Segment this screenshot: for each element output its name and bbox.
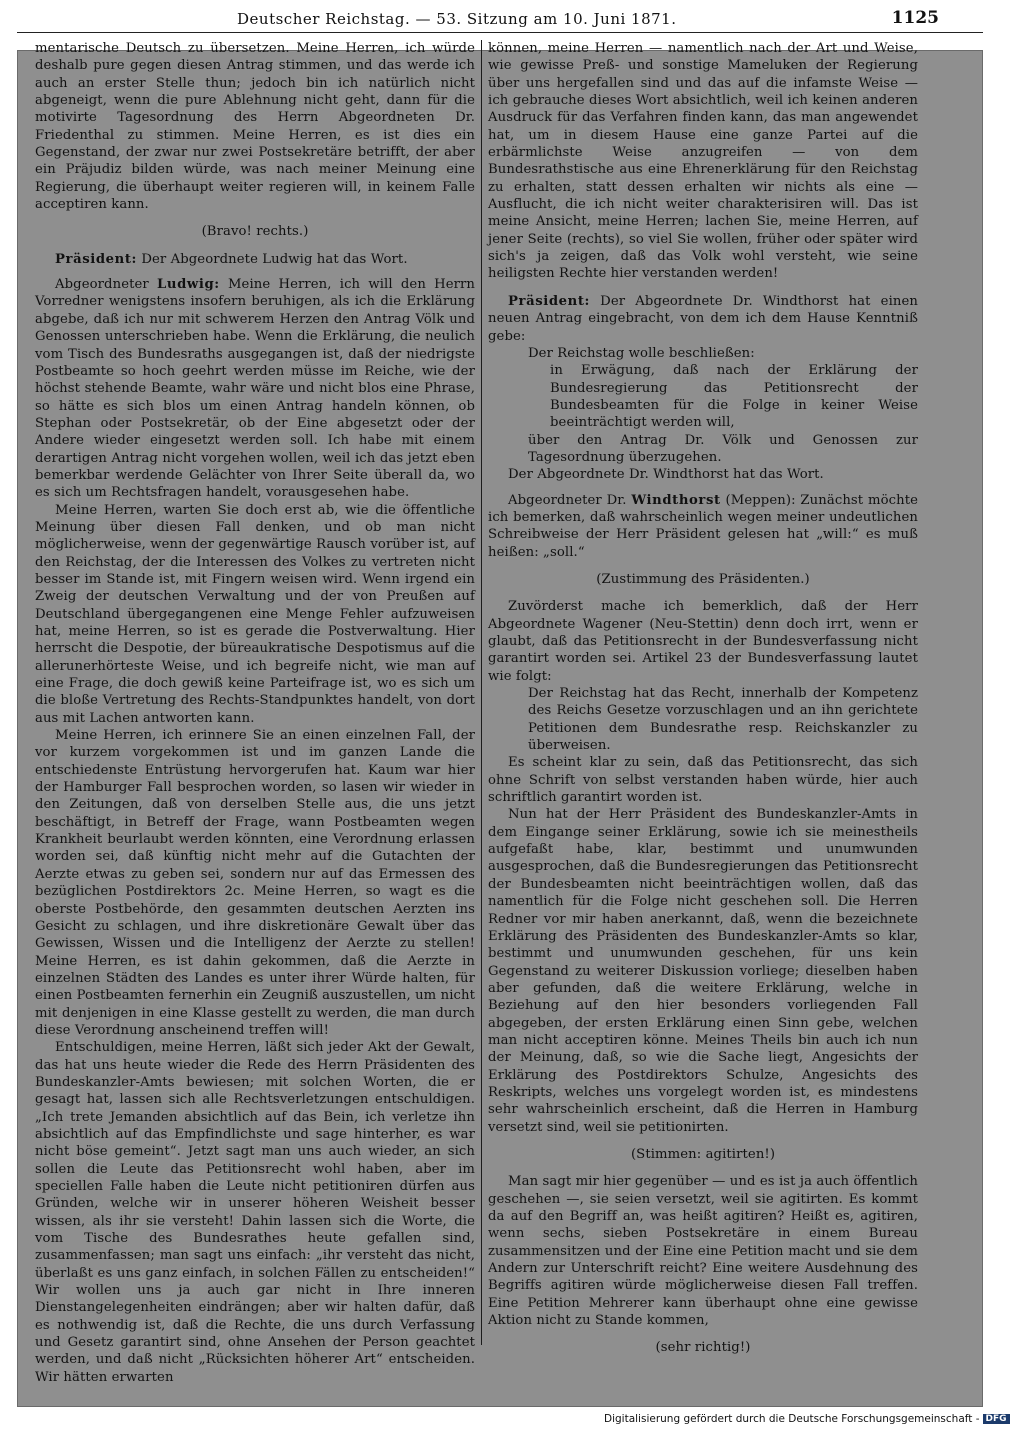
paragraph: Man sagt mir hier gegenüber — und es ist ja auch öffentlich geschehen —, sie seien versetzt, weil sie agitirten. Es kommt da auf den Begriff an, was heißt agitiren? Heißt es, agitiren, wenn sechs, sieben Postsekretäre in einem Bureau zusammensitzen und der Eine eine Petition macht und sie dem Andern zur Unterschrift reicht? Eine weitere Ausdehnung des Begriffs agitiren würde möglicherweise diesen Fall treffen. Eine Petition Mehrerer kann überhaupt ohne eine gewisse Aktion nicht zu Stande kommen, xyxy=(488,1174,918,1329)
page-header xyxy=(17,8,983,30)
paragraph: Es scheint klar zu sein, daß das Petitionsrecht, das sich ohne Schrift von selbst verstanden haben würde, hier auch schriftlich garantirt worden ist. xyxy=(488,755,918,806)
dfg-logo: DFG xyxy=(983,1414,1010,1424)
quoted-motion: in Erwägung, daß nach der Erklärung der Bundesregierung das Petitionsrecht der Bundesbeamten für die Folge in keiner Weise beeinträchtigt werden will, xyxy=(550,363,918,431)
speaker-prefix: Abgeordneter Dr. xyxy=(508,492,627,508)
quoted-motion: Der Reichstag wolle beschließen: xyxy=(528,345,755,361)
speaker-prefix: Abgeordneter xyxy=(55,277,149,293)
speech-text: Der Abgeordnete Ludwig hat das Wort. xyxy=(141,251,408,267)
speaker-name: Windthorst xyxy=(631,492,721,508)
interjection: (sehr richtig!) xyxy=(655,1340,751,1356)
interjection: (Bravo! rechts.) xyxy=(201,224,309,240)
paragraph: Meine Herren, warten Sie doch erst ab, wie die öffentliche Meinung über diesen Fall denken, und ob man nicht möglicherweise, wenn der gegenwärtige Rausch vorüber ist, auf den Reichstag, der die Interessen des Volkes zu vertreten nicht besser im Stande ist, mit Fingern weisen wird. Wenn irgend ein Zweig der deutschen Verwaltung und der von Preußen auf Deutschland übergegangenen eine Menge Fehler aufzuweisen hat, meine Herren, so ist es gerade die Postverwaltung. Hier herrscht die Despotie, der büreaukratische Despotismus auf die allerunerhörteste Weise, und ich begreife nicht, wie man auf eine Frage, die doch gewiß keine Parteifrage ist, wo es sich um die bloße Vertretung des Rechts-Standpunktes handelt, von dort aus mit Lachen antworten kann. xyxy=(35,502,475,726)
interjection: (Stimmen: agitirten!) xyxy=(630,1146,776,1162)
paragraph: Der Abgeordnete Dr. Windthorst hat das Wort. xyxy=(508,467,824,483)
speaker-name: Präsident: xyxy=(55,251,138,267)
speech-text: (Meppen): Zunächst möchte ich bemerken, daß wahrscheinlich wegen meiner undeutlichen Schreibweise der Herr Präsident gelesen hat „will:“ es muß heißen: „soll.“ xyxy=(488,492,919,560)
left-column xyxy=(35,40,475,1386)
footer-text: Digitalisierung gefördert durch die Deutsche Forschungsgemeinschaft - xyxy=(604,1413,980,1425)
column-divider xyxy=(481,40,482,1345)
paragraph: Entschuldigen, meine Herren, läßt sich jeder Akt der Gewalt, das hat uns heute wieder die Rede des Herrn Präsidenten des Bundeskanzler-Amts bewiesen; mit solchen Worten, die er gesagt hat, lassen sich alle Rechtsverletzungen entschuldigen. „Ich trete Jemanden absichtlich auf das Bein, ich verletze ihn absichtlich auf das Empfindlichste und sage hinterher, es war nicht böse gemeint“. Jetzt sagt man uns auch wieder, an sich sollen die Leute das Petitionsrecht wohl haben, aber im speciellen Falle haben die Leute nicht petitioniren dürfen aus Gründen, welche wir in unserer höheren Weisheit besser wissen, als ihr sie versteht! Dahin lassen sich die Worte, die vom Tische des Bundesrathes heute gefallen sind, zusammenfassen; man sagt uns einfach: „ihr versteht das nicht, überlaßt es uns ganz einfach, in solchen Fällen zu entscheiden!“ Wir wollen uns ja auch gar nicht in Ihre inneren Dienstangelegenheiten eindrängen; aber wir halten dafür, daß es nothwendig ist, daß die Rechte, die uns durch Verfassung und Gesetz garantirt sind, ohne Ansehen der Person geachtet werden, und daß nicht „Rücksichten höherer Art“ entscheiden. Wir hätten erwarten xyxy=(35,1040,475,1385)
header-rule xyxy=(17,32,983,33)
paragraph: mentarische Deutsch zu übersetzen. Meine Herren, ich würde deshalb pure gegen diesen Antrag stimmen, und das werde ich auch an erster Stelle thun; jedoch bin ich natürlich nicht abgeneigt, wenn die pure Ablehnung nicht geht, dann für die motivirte Tagesordnung des Herrn Abgeordneten Dr. Friedenthal zu stimmen. Meine Herren, es ist dies ein Gegenstand, der zwar nur zwei Postsekretäre betrifft, der aber ein Präjudiz bilden würde, was nach meiner Meinung eine Regierung, die überhaupt weiter regieren will, in keinem Falle acceptiren kann. xyxy=(35,41,475,213)
interjection: (Zustimmung des Präsidenten.) xyxy=(596,571,810,587)
page-number: 1125 xyxy=(891,8,939,28)
paragraph xyxy=(488,293,918,345)
speech-text: Meine Herren, ich will den Herrn Vorredner wenigstens insofern beruhigen, als ich die Erklärung abgebe, daß ich nur mit schwerem Herzen den Antrag Völk und Genossen unterschrieben habe. Wenn die Erklärung, die neulich vom Tisch des Bundesraths ausgegangen ist, daß der niedrigste Postbeamte so hoch geehrt werden müsse im Reiche, wie der höchst stehende Beamte, wahr wäre und nicht blos eine Phrase, so hätte es sich blos um einen Antrag handeln können, ob Stephan oder Postsekretär, ob der Eine abgesetzt oder der Andere wieder eingesetzt werden soll. Ich habe mit einem derartigen Antrag nicht vorgehen wollen, weil ich das jetzt eben bemerkbar werdende Gelächter von Ihrer Seite überall da, wo es sich um Rechtsfragen handelt, vorausgesehen habe. xyxy=(35,277,476,501)
speaker-name: Präsident: xyxy=(508,293,591,309)
right-column xyxy=(488,40,918,1367)
speaker-name: Ludwig: xyxy=(157,277,220,293)
paragraph: können, meine Herren — namentlich nach der Art und Weise, wie gewisse Preß- und sonstige Mameluken der Regierung über uns hergefallen sind und das auf die infamste Weise — ich gebrauche dieses Wort absichtlich, weil ich keinen anderen Ausdruck für das Verfahren finden kann, das man angewendet hat, um in diesem Hause eine ganze Partei auf die erbärmlichste Weise anzugreifen — von dem Bundesrathstische aus eine Ehrenerklärung für den Reichstag zu erhalten, statt dessen erhalten wir nichts als eine — Ausflucht, die ich nicht weiter charakterisiren will. Das ist meine Ansicht, meine Herren; lachen Sie, meine Herren, auf jener Seite (rechts), so viel Sie wollen, früher oder später wird sich's ja zeigen, daß das Volk wohl versteht, wie seine heiligsten Rechte hier verstanden werden! xyxy=(488,41,918,282)
paragraph xyxy=(35,251,475,268)
paragraph: Nun hat der Herr Präsident des Bundeskanzler-Amts in dem Eingange seiner Erklärung, sowie ich sie meinestheils aufgefaßt habe, klar, bestimmt und unumwunden ausgesprochen, daß die Bundesregierungen das Petitionsrecht der Bundesbeamten nicht beeinträchtigen wollen, daß das namentlich für die Folge nicht geschehen soll. Die Herren Redner vor mir haben anerkannt, daß, wenn die bezeichnete Erklärung des Präsidenten des Bundeskanzler-Amts so klar, bestimmt und unumwunden geschehen, für uns kein Gegenstand zu weiterer Diskussion vorliege; dieselben haben aber gefunden, daß die weitere Erklärung, welche in Beziehung auf den hier besonders vorliegenden Fall abgegeben, der ersten Erklärung einen Sinn gebe, welchen man nicht acceptiren könne. Meines Theils bin auch ich nun der Meinung, daß, so wie die Sache liegt, Angesichts der Erklärung des Postdirektors Schulze, Angesichts des Reskripts, welches uns vorgelegt worden ist, es mindestens sehr wahrscheinlich erscheint, daß die Herren in Hamburg versetzt sind, weil sie petitionirten. xyxy=(488,807,918,1135)
paragraph: Meine Herren, ich erinnere Sie an einen einzelnen Fall, der vor kurzem vorgekommen ist und im ganzen Lande die entschiedenste Entrüstung hervorgerufen hat. Kaum war hier der Hamburger Fall besprochen worden, so lasen wir wieder in den Zeitungen, daß von derselben Stelle aus, die uns jetzt beschäftigt, in Betreff der Frage, wann Postbeamten wegen Krankheit beurlaubt werden könnten, eine Verordnung erlassen worden sei, daß künftig nicht mehr auf die Gutachten der Aerzte etwas zu geben sei, sondern nur auf das Ermessen des bezüglichen Postdirektors 2c. Meine Herren, so wagt es die oberste Postbehörde, den gesammten deutschen Aerzten ins Gesicht zu schlagen, und ihre diskretionäre Gewalt über das Gewissen, Wissen und die Intelligenz der Aerzte zu stellen! Meine Herren, es ist dahin gekommen, daß die Aerzte in einzelnen Städten des Landes es unter ihrer Würde halten, für einen Postbeamten fernerhin ein Zeugniß auszustellen, um nicht mit denjenigen in eine Klasse gestellt zu werden, die man durch diese Verordnung anscheinend treffen will! xyxy=(35,728,475,1038)
paragraph: Zuvörderst mache ich bemerklich, daß der Herr Abgeordnete Wagener (Neu-Stettin) denn doch irrt, wenn er glaubt, daß das Petitionsrecht in der Bundesverfassung nicht garantirt worden sei. Artikel 23 der Bundesverfassung lautet wie folgt: xyxy=(488,599,918,684)
speech-text: Der Abgeordnete Dr. Windthorst hat einen neuen Antrag eingebracht, von dem ich dem Hause Kenntniß gebe: xyxy=(488,293,918,344)
paragraph xyxy=(488,492,918,561)
running-title: Deutscher Reichstag. — 53. Sitzung am 10. Juni 1871. xyxy=(237,10,677,28)
quoted-motion: über den Antrag Dr. Völk und Genossen zur Tagesordnung überzugehen. xyxy=(528,432,918,465)
paragraph xyxy=(35,276,475,501)
quoted-article: Der Reichstag hat das Recht, innerhalb der Kompetenz des Reichs Gesetze vorzuschlagen und an ihn gerichtete Petitionen dem Bundesrathe resp. Reichskanzler zu überweisen. xyxy=(528,686,918,754)
funding-footer xyxy=(604,1413,1010,1425)
